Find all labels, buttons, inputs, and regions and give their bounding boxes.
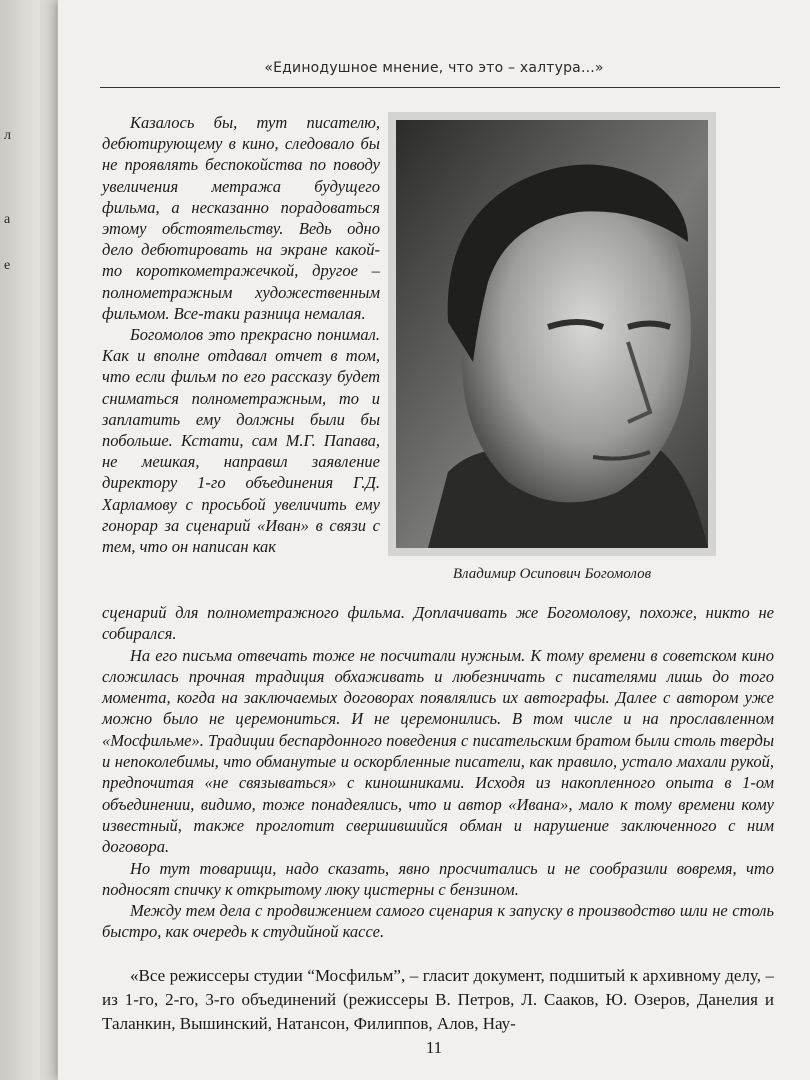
facing-page-fragment: а	[4, 212, 11, 227]
page-number: 11	[425, 1038, 443, 1057]
paragraph: Богомолов это прекрасно понимал. Как и вполне отдавал отчет в том, что если фильм по его рассказу будет сниматься полнометражным, то и заплатить ему должны были бы побольше. Кстати, сам М.Г. Папава, не мешкая, направил заявление директору 1-го объединения Г.Д. Харламову с просьбой увеличить ему гонорар за сценарий «Иван» в связи с тем, что он написан как	[102, 325, 380, 557]
paragraph: сценарий для полнометражного фильма. Доплачивать же Богомолову, похоже, никто не собирался.	[102, 603, 774, 644]
photo-caption: Владимир Осипович Богомолов	[452, 566, 652, 582]
text-column	[102, 112, 380, 557]
quote-paragraph: «Все режиссеры студии “Мосфильм”, – гласит документ, подшитый к архивному делу, – из 1-го, 2-го, 3-го объединений (режиссеры В. Петров, Л. Сааков, Ю. Озеров, Данелия и Таланкин, Вышинский, Натансон, Филиппов, Алов, Нау-	[102, 966, 774, 1033]
portrait-image	[388, 112, 716, 556]
paragraph: Но тут товарищи, надо сказать, явно просчитались и не сообразили вовремя, что подносят спичку к открытому люку цистерны с бензином.	[102, 858, 774, 899]
paragraph: Казалось бы, тут писателю, дебютирующему в кино, следовало бы не проявлять беспокойства по поводу увеличения метража будущего фильма, а несказанно порадоваться этому обстоятельству. Ведь одно дело дебютировать на экране какой-то короткометражечкой, другое – полнометражным художественным фильмом. Все-таки разница немалая.	[102, 113, 380, 323]
paragraph: На его письма отвечать тоже не посчитали нужным. К тому времени в советском кино сложилась прочная традиция обхаживать и любезничать с писателями лишь до того момента, когда на заключаемых договорах появлялись их автографы. Далее с автором уже можно было не церемониться. И не церемонились. В том числе и на прославленном «Мосфильме». Традиции беспардонного поведения с писательским братом были столь тверды и непоколебимы, что обманутые и оскорбленные писатели, как правило, устало махали рукой, предпочитая «не связываться» с киношниками. Исходя из накопленного опыта в 1-ом объединении, видимо, тоже понадеялись, что и автор «Ивана», мало к тому времени кому известный, также проглотит свершившийся обман и нарушение заключенного с ним договора.	[102, 645, 774, 857]
book-page	[58, 0, 810, 1080]
paragraph: Между тем дела с продвижением самого сценария к запуску в производство шли не столь быстро, как очередь к студийной кассе.	[102, 901, 774, 942]
running-head: «Единодушное мнение, что это – халтура...»	[264, 60, 604, 76]
archive-quote	[102, 964, 774, 1036]
header-rule	[100, 87, 780, 88]
facing-page-fragment: л	[4, 128, 11, 143]
portrait-photo	[388, 112, 716, 556]
facing-page-edge	[0, 0, 40, 1080]
facing-page-fragment: е	[4, 258, 11, 273]
full-width-text	[102, 602, 774, 943]
